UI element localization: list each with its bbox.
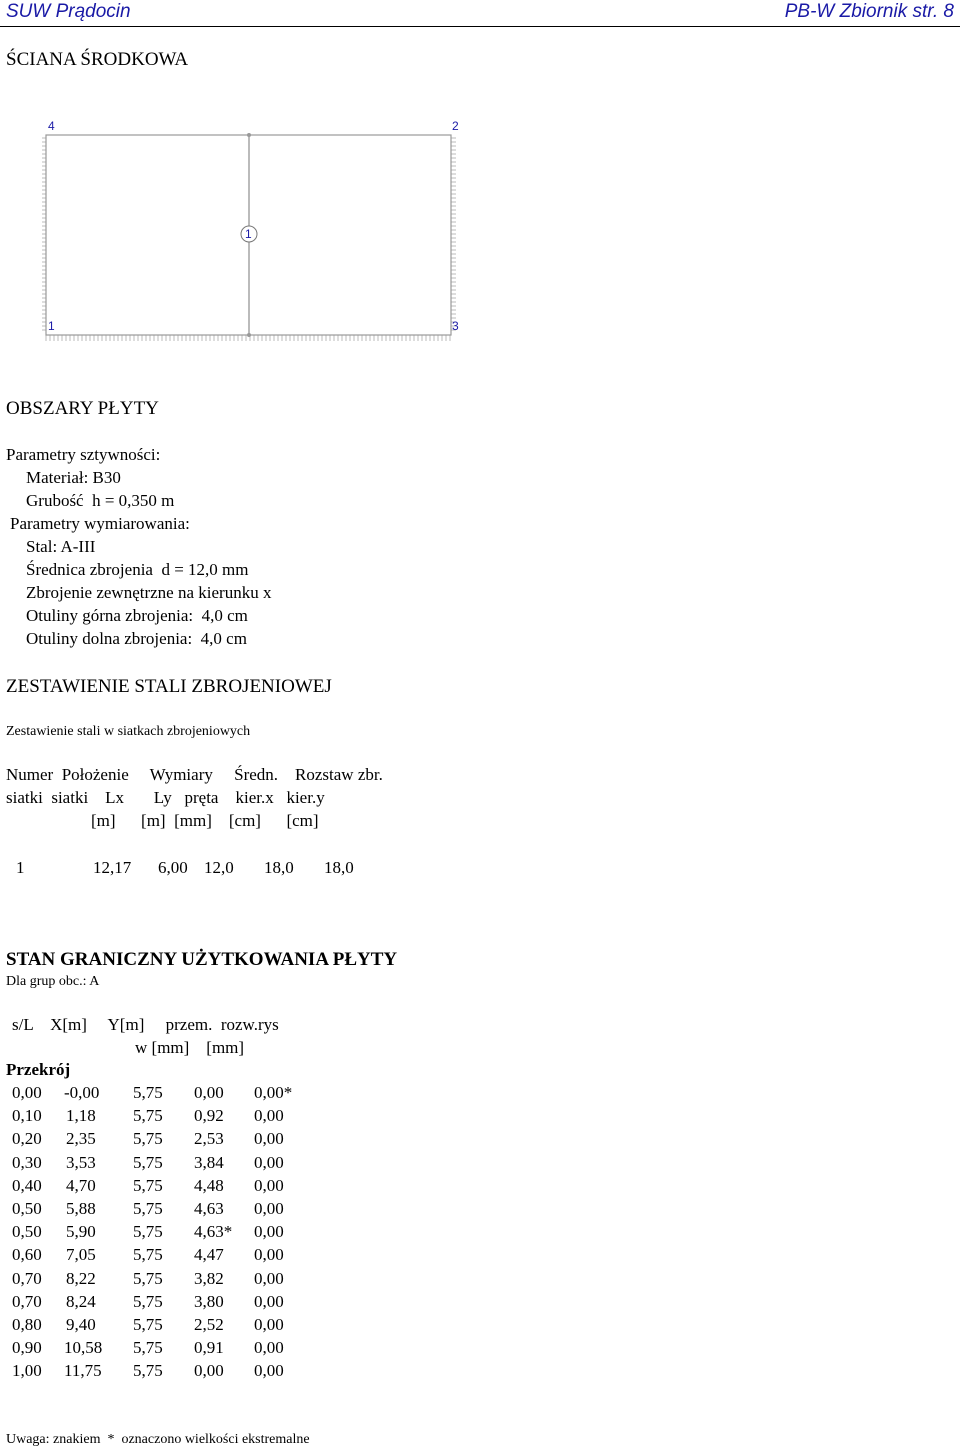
cell-sredn: 12,0	[204, 858, 234, 877]
table-cell: 2,52	[194, 1315, 224, 1334]
section-title-obszary: OBSZARY PŁYTY	[6, 398, 159, 419]
table-cell: 0,70	[12, 1268, 42, 1288]
corner-label-3: 3	[452, 319, 459, 333]
param-line: Parametry sztywności:	[6, 445, 161, 464]
divider-node-bottom	[247, 333, 251, 337]
table-cell: 0,30	[12, 1152, 42, 1172]
table-cell: 0,00	[254, 1106, 284, 1126]
table-cell: 5,75	[133, 1129, 163, 1149]
table-cell: 3,80	[194, 1291, 224, 1311]
table-cell: 1,00	[12, 1361, 42, 1381]
wall-drawing	[30, 110, 470, 345]
table-cell: 4,63*	[194, 1222, 233, 1242]
table-cell: 8,24	[66, 1291, 96, 1311]
table-cell: 0,00	[254, 1291, 284, 1311]
table-cell: 0,00	[254, 1129, 284, 1149]
cell-kierx: 18,0	[264, 858, 294, 877]
deflection-table-header: s/L X[m] Y[m] przem. rozw.rys	[12, 1015, 279, 1034]
table-cell: 5,88	[66, 1199, 96, 1218]
corner-label-4: 4	[48, 119, 55, 133]
section-label-przekroj: Przekrój	[6, 1060, 71, 1079]
table-cell: -0,00	[64, 1083, 100, 1102]
param-line: Średnica zbrojenia d = 12,0 mm	[26, 560, 249, 579]
table-cell: 0,70	[12, 1291, 42, 1311]
param-line: Materiał: B30	[26, 468, 121, 487]
steel-table-header: [m] [m] [mm] [cm] [cm]	[6, 811, 319, 830]
table-cell: 4,63	[194, 1199, 224, 1218]
divider-node-top	[247, 133, 251, 137]
table-cell: 0,00	[254, 1268, 284, 1288]
steel-table-header: siatki siatki Lx Ly pręta kier.x kier.y	[6, 788, 325, 807]
param-line: Grubość h = 0,350 m	[26, 491, 175, 510]
table-cell: 5,75	[133, 1338, 163, 1358]
table-cell: 0,00*	[254, 1083, 293, 1102]
table-cell: 3,84	[194, 1152, 224, 1172]
stan-subtitle: Dla grup obc.: A	[6, 974, 100, 989]
table-cell: 5,75	[133, 1268, 163, 1288]
table-cell: 4,70	[66, 1175, 96, 1195]
table-cell: 0,20	[12, 1129, 42, 1149]
table-cell: 5,75	[133, 1152, 163, 1172]
table-cell: 5,75	[133, 1245, 163, 1265]
table-cell: 2,53	[194, 1129, 224, 1149]
region-label: 1	[245, 227, 252, 241]
table-cell: 0,00	[194, 1361, 224, 1381]
table-cell: 5,75	[133, 1199, 163, 1218]
table-cell: 4,47	[194, 1245, 224, 1265]
table-cell: 5,75	[133, 1106, 163, 1126]
zestawienie-subtitle: Zestawienie stali w siatkach zbrojeniowych	[6, 724, 251, 739]
footnote: Uwaga: znakiem * oznaczono wielkości ekstremalne	[6, 1432, 310, 1447]
table-cell: 5,75	[133, 1222, 163, 1242]
table-cell: 0,00	[254, 1245, 284, 1265]
cell-kiery: 18,0	[324, 858, 354, 877]
steel-table-header: Numer Położenie Wymiary Średn. Rozstaw zbr.	[6, 765, 383, 784]
param-line: Otuliny górna zbrojenia: 4,0 cm	[26, 606, 248, 625]
table-cell: 0,00	[254, 1199, 284, 1218]
header-page-info: PB-W Zbiornik str. 8	[784, 1, 954, 22]
table-cell: 0,50	[12, 1222, 42, 1242]
table-cell: 0,00	[254, 1175, 284, 1195]
corner-label-1: 1	[48, 319, 55, 333]
table-cell: 4,48	[194, 1175, 224, 1195]
table-cell: 0,40	[12, 1175, 42, 1195]
param-line: Otuliny dolna zbrojenia: 4,0 cm	[26, 629, 247, 648]
table-cell: 0,00	[254, 1152, 284, 1172]
table-cell: 5,75	[133, 1361, 163, 1381]
table-cell: 7,05	[66, 1245, 96, 1265]
page-header	[0, 0, 960, 27]
table-cell: 0,00	[194, 1083, 224, 1102]
header-project: SUW Prądocin	[6, 1, 131, 22]
table-cell: 0,92	[194, 1106, 224, 1126]
section-title-stan: STAN GRANICZNY UŻYTKOWANIA PŁYTY	[6, 949, 398, 970]
table-cell: 5,75	[133, 1175, 163, 1195]
table-cell: 0,80	[12, 1315, 42, 1334]
corner-label-2: 2	[452, 119, 459, 133]
page-title: ŚCIANA ŚRODKOWA	[6, 49, 189, 70]
table-cell: 3,82	[194, 1268, 224, 1288]
param-line: Zbrojenie zewnętrzne na kierunku x	[26, 583, 272, 602]
table-cell: 0,00	[254, 1315, 284, 1334]
table-cell: 5,75	[133, 1291, 163, 1311]
table-cell: 0,91	[194, 1338, 224, 1358]
right-edge-ticks	[451, 138, 456, 330]
cell-numer: 1	[16, 858, 25, 877]
table-cell: 10,58	[64, 1338, 103, 1358]
section-title-zestawienie: ZESTAWIENIE STALI ZBROJENIOWEJ	[6, 676, 332, 697]
table-cell: 3,53	[66, 1152, 96, 1172]
table-cell: 0,00	[254, 1361, 284, 1381]
table-cell: 5,90	[66, 1222, 96, 1242]
deflection-table-header: w [mm] [mm]	[135, 1038, 245, 1057]
table-cell: 2,35	[66, 1129, 96, 1149]
table-cell: 0,50	[12, 1199, 42, 1218]
table-cell: 5,75	[133, 1315, 163, 1334]
table-cell: 8,22	[66, 1268, 96, 1288]
table-cell: 9,40	[66, 1315, 96, 1334]
table-cell: 0,10	[12, 1106, 42, 1126]
table-cell: 0,00	[254, 1222, 284, 1242]
cell-ly: 6,00	[158, 858, 188, 877]
table-cell: 0,00	[12, 1083, 42, 1102]
table-cell: 0,60	[12, 1245, 42, 1265]
table-cell: 11,75	[64, 1361, 102, 1381]
cell-lx: 12,17	[93, 858, 132, 877]
table-cell: 0,00	[254, 1338, 284, 1358]
table-cell: 1,18	[66, 1106, 96, 1126]
table-cell: 0,90	[12, 1338, 42, 1358]
table-cell: 5,75	[133, 1083, 163, 1102]
param-line: Stal: A-III	[26, 537, 96, 556]
param-line: Parametry wymiarowania:	[10, 514, 190, 533]
